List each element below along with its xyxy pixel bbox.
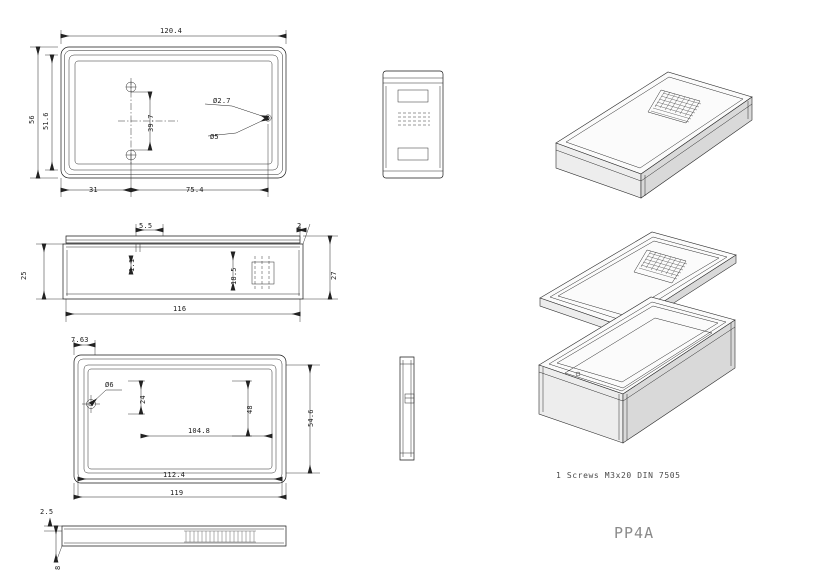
dim-31: 31 <box>89 186 98 194</box>
dim-7-63: 7.63 <box>71 336 89 344</box>
dim-27: 27 <box>330 271 338 280</box>
dim-18-5: 18.5 <box>230 267 238 285</box>
part-number-label: PP4A <box>614 524 655 542</box>
dim-51-6: 51.6 <box>42 112 50 130</box>
dim-1-1: 1.1 <box>128 258 136 272</box>
side-view-upper-geometry <box>383 71 443 178</box>
front-view-geometry <box>36 224 338 322</box>
top-view-geometry <box>30 30 286 197</box>
dim-5-5: 5.5 <box>139 222 153 230</box>
dim-75-4: 75.4 <box>186 186 204 194</box>
dim-54-6: 54.6 <box>307 409 315 427</box>
dim-dia-5: Ø5 <box>210 133 219 141</box>
dim-25: 25 <box>20 271 28 280</box>
dim-112-4: 112.4 <box>163 471 186 479</box>
side-view-lower-geometry <box>400 357 414 460</box>
iso-open-geometry <box>539 232 736 443</box>
dim-104-8: 104.8 <box>188 427 211 435</box>
screw-note: 1 Screws M3x20 DIN 7505 <box>556 471 681 480</box>
dim-48: 48 <box>246 405 254 414</box>
dim-2-5: 2.5 <box>40 508 54 516</box>
dim-39-7: 39.7 <box>147 114 155 132</box>
dim-2: 2 <box>297 222 302 230</box>
dim-116: 116 <box>173 305 187 313</box>
bottom-edge-view-geometry <box>44 520 286 562</box>
dim-120-4: 120.4 <box>160 27 183 35</box>
dim-119: 119 <box>170 489 184 497</box>
dim-dia-2-7: Ø2.7 <box>213 97 231 105</box>
iso-closed-geometry <box>556 72 752 198</box>
dim-8: 8 <box>54 565 62 570</box>
bottom-view-geometry <box>74 340 320 500</box>
dim-24: 24 <box>139 395 147 404</box>
dim-56: 56 <box>28 115 36 124</box>
dim-dia-6: Ø6 <box>105 381 114 389</box>
